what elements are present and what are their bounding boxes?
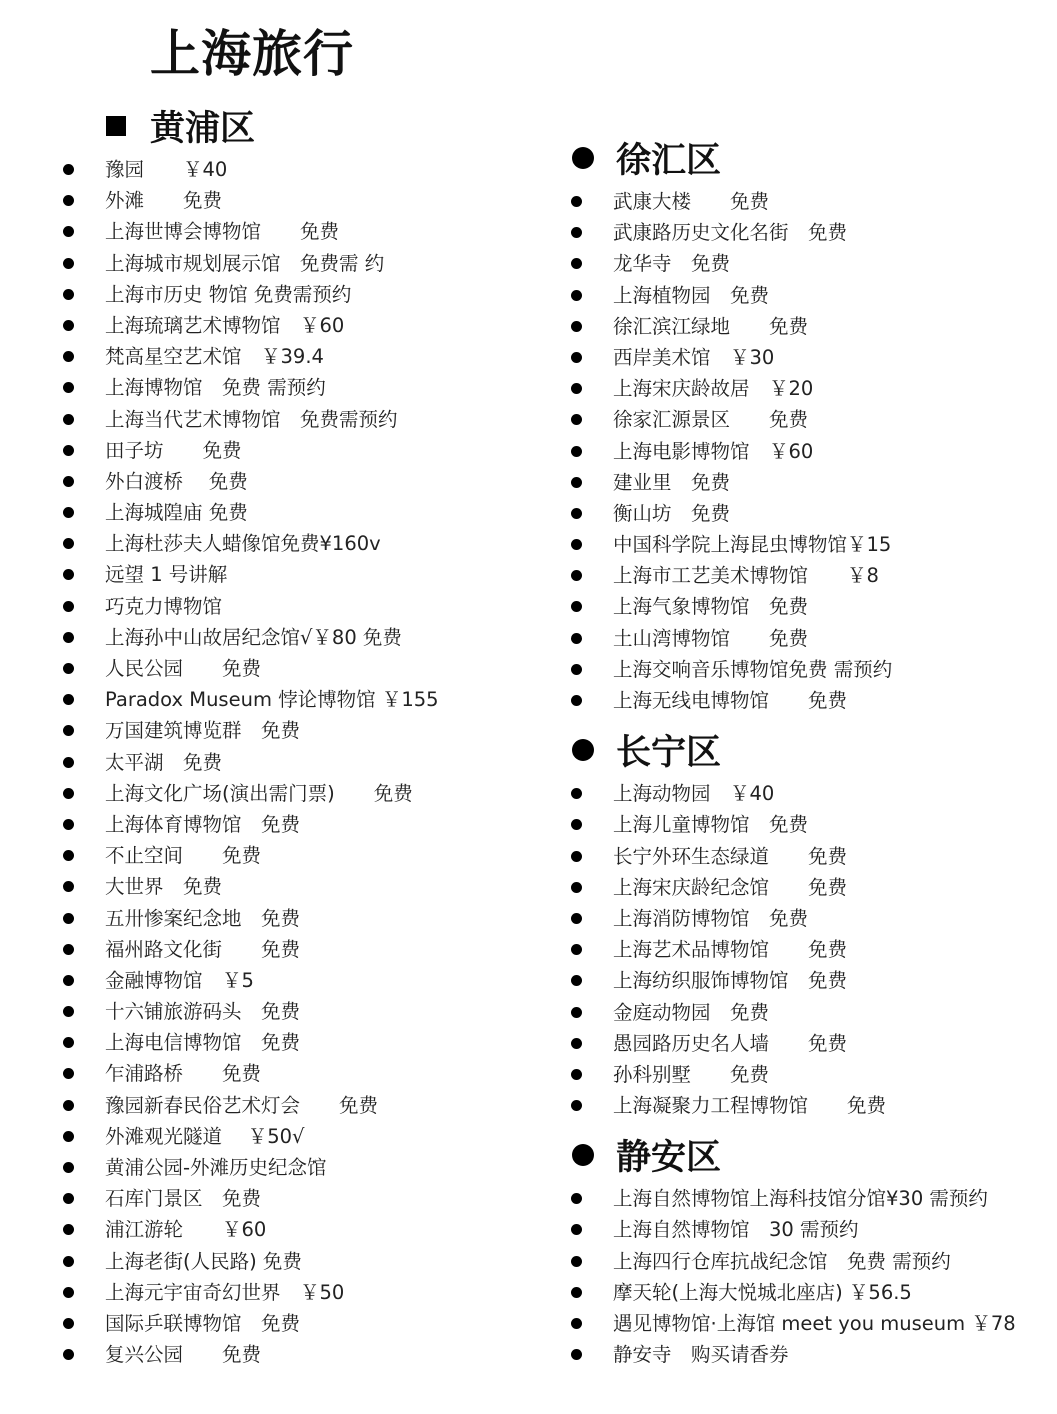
list-item [570,623,1040,654]
bullet-icon [63,1287,74,1298]
list-item [62,996,532,1027]
bullet-icon [571,477,582,488]
bullet-icon [571,1007,582,1018]
list-item-text: 中国科学院上海昆虫博物馆￥15 [613,533,892,557]
list-item-text: 上海自然博物馆 30 需预约 [613,1218,859,1242]
list-item [570,1090,1040,1121]
list-item-text: 上海交响音乐博物馆免费 需预约 [613,657,893,681]
list-item [62,965,532,996]
list-item [62,341,532,372]
list-item-text: 田子坊 免费 [105,438,242,462]
bullet-icon [571,446,582,457]
list-item-text: 上海市历史 物馆 免费需预约 [105,282,352,306]
list-item [62,934,532,965]
bullet-icon [571,539,582,550]
bullet-icon [63,632,74,643]
bullet-icon [63,320,74,331]
list-item-text: 人民公园 免费 [105,657,262,680]
list-item-text: 豫园 ￥40 [105,158,228,181]
bullet-icon [63,445,74,456]
list-item [570,965,1040,996]
list-item [570,1028,1040,1059]
list-item-text: 上海体育博物馆 免费 [105,812,301,836]
list-item-text: 上海四行仓库抗战纪念馆 免费 需预约 [613,1249,951,1273]
list-item [570,529,1040,560]
list-item-text: 上海电影博物馆 ￥60 [613,439,814,463]
list-item-text: 五卅惨案纪念地 免费 [105,906,301,930]
section-heading-text: 静安区 [616,1138,722,1179]
list-item [62,1214,532,1245]
list-item [62,591,532,622]
list-item [570,404,1040,435]
jingan-list [570,1183,1040,1370]
list-item [62,1339,532,1370]
bullet-icon [63,164,74,175]
list-item [570,778,1040,809]
bullet-icon [571,290,582,301]
list-item-text: 上海老街(人民路) 免费 [105,1249,302,1273]
list-item [62,248,532,279]
bullet-icon [571,196,582,207]
bullet-icon [63,1162,74,1173]
list-item-text: 长宁外环生态绿道 免费 [613,844,848,868]
list-item-text: 上海纺织服饰博物馆 免费 [613,969,848,993]
bullet-icon [571,414,582,425]
bullet-icon [63,1193,74,1204]
bullet-icon [571,1038,582,1049]
right-column [570,134,1040,1370]
list-item-text: 武康路历史文化名街 免费 [613,221,848,245]
bullet-icon [571,508,582,519]
list-item-text: 愚园路历史名人墙 免费 [613,1031,848,1055]
list-item-text: 遇见博物馆·上海馆 meet you museum ￥78 [613,1312,1016,1335]
huangpu-list [62,154,532,1370]
bullet-icon [571,882,582,893]
bullet-icon [63,289,74,300]
list-item-text: 太平湖 免费 [105,750,223,774]
bullet-icon [571,570,582,581]
list-item-text: Paradox Museum 悖论博物馆 ￥155 [105,688,439,712]
list-item [62,1027,532,1058]
list-item [62,310,532,341]
list-item [570,1214,1040,1245]
list-item-text: 国际乒联博物馆 免费 [105,1311,301,1335]
bullet-icon [63,850,74,861]
bullet-icon [571,819,582,830]
list-item-text: 上海孙中山故居纪念馆√￥80 免费 [105,625,402,649]
list-item [570,872,1040,903]
list-item [570,591,1040,622]
list-item [570,1183,1040,1214]
list-item-text: 不止空间 免费 [105,844,262,868]
page-title: 上海旅行 [150,25,354,83]
list-item-text: 徐家汇源景区 免费 [613,408,809,432]
list-item [570,903,1040,934]
bullet-icon [571,227,582,238]
bullet-icon [571,1224,582,1235]
list-item [62,279,532,310]
bullet-icon [63,507,74,518]
bullet-icon [63,351,74,362]
bullet-icon [571,601,582,612]
bullet-icon [571,633,582,644]
section-jingan [570,1131,1040,1370]
list-item-text: 孙科别墅 免费 [613,1062,770,1086]
bullet-icon [63,1006,74,1017]
list-item [62,903,532,934]
list-item [570,1277,1040,1308]
list-item [62,778,532,809]
list-item-text: 上海城隍庙 免费 [105,501,248,525]
bullet-icon [63,1100,74,1111]
list-item-text: 上海动物园 ￥40 [613,782,775,806]
bullet-icon [63,382,74,393]
list-item [570,997,1040,1028]
list-item-text: 武康大楼 免费 [613,190,770,213]
list-item-text: 静安寺 购买请香券 [613,1343,789,1367]
list-item-text: 上海琉璃艺术博物馆 ￥60 [105,313,345,337]
bullet-icon [63,1318,74,1329]
list-item [62,216,532,247]
bullet-icon [571,975,582,986]
round-bullet-icon [572,1144,594,1166]
round-bullet-icon [572,739,594,761]
list-item [570,342,1040,373]
list-item-text: 万国建筑博览群 免费 [105,719,301,743]
section-xuhui [570,134,1040,716]
bullet-icon [63,1256,74,1267]
list-item [62,809,532,840]
list-item [62,404,532,435]
list-item [62,871,532,902]
list-item-text: 建业里 免费 [613,470,731,494]
square-bullet-icon [106,116,126,136]
section-heading-xuhui [570,134,1040,182]
list-item-text: 上海博物馆 免费 需预约 [105,376,326,400]
section-heading-text: 长宁区 [616,733,722,774]
list-item-text: 上海植物园 免费 [613,283,770,307]
bullet-icon [571,321,582,332]
list-item [570,841,1040,872]
list-item [62,1121,532,1152]
list-item [62,1152,532,1183]
list-item-text: 外滩观光隧道 ￥50√ [105,1124,305,1148]
bullet-icon [63,258,74,269]
list-item [570,280,1040,311]
bullet-icon [63,1349,74,1360]
list-item-text: 徐汇滨江绿地 免费 [613,314,809,338]
bullet-icon [571,1256,582,1267]
bullet-icon [63,694,74,705]
list-item [570,934,1040,965]
section-changning [570,726,1040,1121]
list-item [62,372,532,403]
list-item [570,436,1040,467]
list-item [62,622,532,653]
bullet-icon [571,1349,582,1360]
list-item-text: 龙华寺 免费 [613,252,731,276]
list-item [570,685,1040,716]
section-heading-jingan [570,1131,1040,1179]
huangpu-column [62,102,532,1370]
list-item-text: 上海气象博物馆 免费 [613,595,809,619]
list-item [62,1090,532,1121]
list-item-text: 福州路文化街 免费 [105,937,301,961]
bullet-icon [571,944,582,955]
list-item-text: 十六铺旅游码头 免费 [105,1000,301,1024]
bullet-icon [571,913,582,924]
bullet-icon [571,664,582,675]
list-item [62,715,532,746]
list-item [62,185,532,216]
list-item-text: 上海无线电博物馆 免费 [613,689,848,712]
list-item [570,809,1040,840]
list-item-text: 上海城市规划展示馆 免费需 约 [105,251,385,275]
list-item-text: 石库门景区 免费 [105,1187,262,1211]
list-item [570,560,1040,591]
list-item-text: 豫园新春民俗艺术灯会 免费 [105,1093,379,1117]
list-item-text: 上海艺术品博物馆 免费 [613,938,848,962]
list-item [62,653,532,684]
bullet-icon [63,1131,74,1142]
list-item [62,1058,532,1089]
list-item-text: 梵高星空艺术馆 ￥39.4 [105,345,324,369]
bullet-icon [63,476,74,487]
list-item [570,186,1040,217]
section-heading-text: 徐汇区 [616,141,722,181]
bullet-icon [571,1318,582,1329]
bullet-icon [63,414,74,425]
bullet-icon [63,1037,74,1048]
changning-list [570,778,1040,1121]
list-item [62,1308,532,1339]
list-item [62,559,532,590]
list-item-text: 外白渡桥 免费 [105,469,248,493]
list-item [62,528,532,559]
round-bullet-icon [572,147,594,169]
list-item-text: 金庭动物园 免费 [613,1000,770,1024]
bullet-icon [571,1100,582,1111]
bullet-icon [63,226,74,237]
list-item [62,154,532,185]
list-item [570,1308,1040,1339]
list-item [570,1246,1040,1277]
section-heading-changning [570,726,1040,774]
bullet-icon [63,913,74,924]
list-item-text: 上海自然博物馆上海科技馆分馆¥30 需预约 [613,1187,988,1211]
bullet-icon [571,695,582,706]
list-item-text: 复兴公园 免费 [105,1343,262,1367]
bullet-icon [63,663,74,674]
bullet-icon [63,195,74,206]
list-item [62,747,532,778]
list-item [570,654,1040,685]
list-item [570,248,1040,279]
bullet-icon [63,538,74,549]
bullet-icon [63,975,74,986]
bullet-icon [571,352,582,363]
list-item [570,373,1040,404]
list-item-text: 上海杜莎夫人蜡像馆免费¥160v [105,532,381,556]
list-item-text: 外滩 免费 [105,189,223,213]
list-item-text: 上海文化广场(演出需门票) 免费 [105,781,413,805]
section-heading-text: 黄浦区 [150,109,256,149]
list-item-text: 上海儿童博物馆 免费 [613,813,809,837]
list-item [62,497,532,528]
bullet-icon [63,1068,74,1079]
xuhui-list [570,186,1040,716]
bullet-icon [571,1193,582,1204]
bullet-icon [63,788,74,799]
list-item-text: 大世界 免费 [105,875,223,899]
bullet-icon [571,851,582,862]
bullet-icon [63,881,74,892]
list-item-text: 黄浦公园-外滩历史纪念馆 [105,1156,327,1179]
list-item-text: 西岸美术馆 ￥30 [613,345,775,369]
list-item [570,311,1040,342]
list-item-text: 上海世博会博物馆 免费 [105,220,340,244]
list-item [62,1246,532,1277]
list-item [62,1183,532,1214]
list-item-text: 巧克力博物馆 [105,594,223,618]
list-item-text: 上海消防博物馆 免费 [613,906,809,930]
list-item [570,1059,1040,1090]
list-item [62,466,532,497]
list-item [570,217,1040,248]
list-item-text: 土山湾博物馆 免费 [613,626,809,650]
bullet-icon [63,569,74,580]
list-item [62,684,532,715]
list-item-text: 上海宋庆龄故居 ￥20 [613,377,814,401]
bullet-icon [571,383,582,394]
list-item-text: 金融博物馆 ￥5 [105,968,254,992]
list-item [570,498,1040,529]
list-item [62,435,532,466]
bullet-icon [63,601,74,612]
list-item-text: 远望 1 号讲解 [105,563,228,587]
bullet-icon [571,1287,582,1298]
list-item-text: 摩天轮(上海大悦城北座店) ￥56.5 [613,1280,912,1304]
list-item [570,1339,1040,1370]
section-heading-huangpu [106,102,532,150]
list-item [62,1277,532,1308]
bullet-icon [571,788,582,799]
bullet-icon [571,1069,582,1080]
list-item-text: 上海凝聚力工程博物馆 免费 [613,1094,887,1118]
bullet-icon [571,258,582,269]
list-item [570,467,1040,498]
bullet-icon [63,819,74,830]
list-item-text: 上海市工艺美术博物馆 ￥8 [613,564,879,588]
bullet-icon [63,1224,74,1235]
list-item-text: 乍浦路桥 免费 [105,1062,262,1086]
bullet-icon [63,725,74,736]
list-item [62,840,532,871]
list-item-text: 浦江游轮 ￥60 [105,1218,267,1242]
list-item-text: 上海宋庆龄纪念馆 免费 [613,875,848,899]
list-item-text: 上海电信博物馆 免费 [105,1031,301,1055]
list-item-text: 上海元宇宙奇幻世界 ￥50 [105,1280,345,1304]
bullet-icon [63,944,74,955]
list-item-text: 衡山坊 免费 [613,501,731,525]
bullet-icon [63,757,74,768]
list-item-text: 上海当代艺术博物馆 免费需预约 [105,407,398,431]
